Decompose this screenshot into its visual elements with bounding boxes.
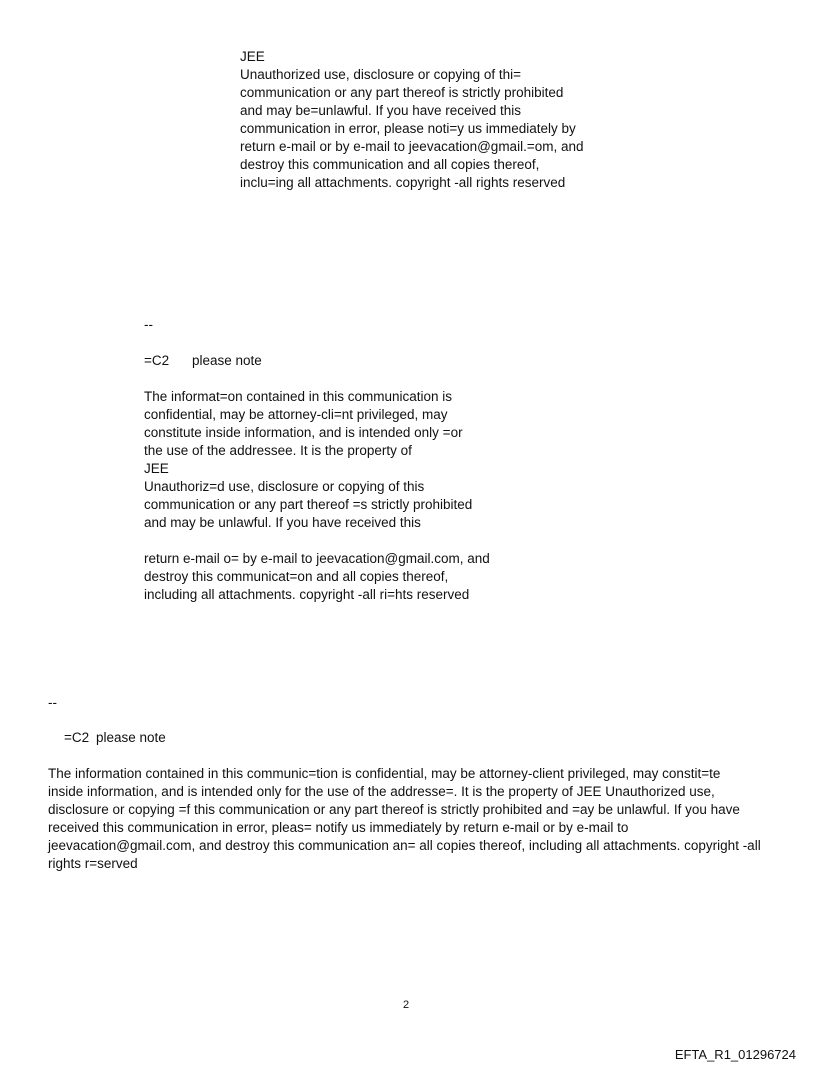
document-id: EFTA_R1_01296724 [674, 1047, 796, 1062]
text-line: inclu=ing all attachments. copyright -all rights reserved [240, 175, 566, 190]
text-line: received this communication in error, pleas= notify us immediately by return e-mail or by e-mail to [48, 820, 629, 835]
text-line: and may be=unlawful. If you have received this [240, 103, 522, 118]
heading-text: please note [96, 730, 166, 745]
text-line: return e-mail o= by e-mail to jeevacation@gmail.com, and [144, 551, 490, 566]
text-line: JEE [240, 49, 265, 64]
text-line: Unauthoriz=d use, disclosure or copying of this [144, 479, 425, 494]
text-line: destroy this communicat=on and all copies thereof, [144, 569, 449, 584]
please-note-heading [64, 729, 166, 747]
text-line: rights r=served [48, 856, 138, 871]
text-line: communication or any part thereof =s strictly prohibited [144, 497, 473, 512]
text-line: return e-mail or by e-mail to jeevacation@gmail.=om, and [240, 139, 584, 154]
notice-block-2 [144, 388, 472, 532]
text-line: the use of the addressee. It is the property of [144, 443, 412, 458]
encoding-prefix: =C2 [64, 730, 90, 745]
text-line: confidential, may be attorney-cli=nt privileged, may [144, 407, 448, 422]
notice-block-2-continued [144, 550, 490, 604]
encoding-prefix: =C2 [144, 353, 170, 368]
text-line: communication in error, please noti=y us immediately by [240, 121, 576, 136]
text-line: jeevacation@gmail.com, and destroy this communication an= all copies thereof, including all attachments. copyright -all [48, 838, 761, 853]
text-line: communication or any part thereof is strictly prohibited [240, 85, 564, 100]
text-line: The informat=on contained in this communication is [144, 389, 453, 404]
page-number: 2 [403, 999, 410, 1011]
text-line: Unauthorized use, disclosure or copying of thi= [240, 67, 522, 82]
text-line: JEE [144, 461, 169, 476]
text-line: including all attachments. copyright -all ri=hts reserved [144, 587, 470, 602]
text-line: inside information, and is intended only for the use of the addresse=. It is the property of JEE Unauthorized use, [48, 784, 715, 799]
heading-text: please note [192, 353, 262, 368]
separator: -- [144, 317, 153, 332]
text-line: The information contained in this communic=tion is confidential, may be attorney-client privileged, may constit=te [48, 766, 721, 781]
text-line: disclosure or copying =f this communication or any part thereof is strictly prohibited and =ay be unlawful. If you have [48, 802, 740, 817]
notice-block-1 [240, 48, 583, 192]
text-line: and may be unlawful. If you have received this [144, 515, 421, 530]
text-line: constitute inside information, and is intended only =or [144, 425, 463, 440]
text-line: destroy this communication and all copies thereof, [240, 157, 540, 172]
please-note-heading [144, 352, 262, 370]
notice-block-3 [48, 765, 761, 873]
separator: -- [48, 695, 57, 710]
